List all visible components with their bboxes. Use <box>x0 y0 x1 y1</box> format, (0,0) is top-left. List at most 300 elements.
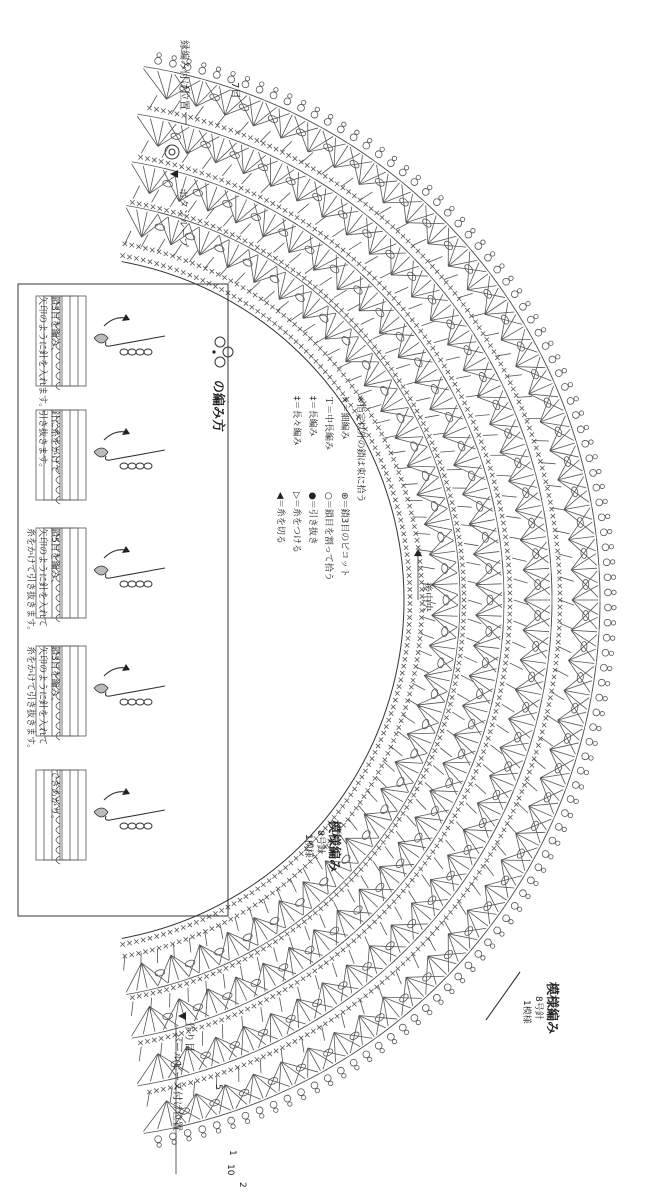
sc-stitch <box>473 320 477 324</box>
dc-stitch <box>476 604 502 615</box>
chain-icon <box>128 581 136 587</box>
sc-stitch <box>435 352 439 356</box>
sc-stitch <box>363 334 367 338</box>
chain-icon <box>144 581 152 587</box>
sc-stitch <box>350 812 354 816</box>
sc-stitch <box>423 861 427 865</box>
sc-stitch <box>324 961 328 965</box>
sc-stitch <box>123 242 127 246</box>
fan-top <box>471 250 506 296</box>
chain-mesh <box>160 1042 161 1057</box>
sc-stitch <box>151 991 155 995</box>
sc-stitch <box>499 689 503 693</box>
dc-stitch <box>489 776 508 798</box>
sc-stitch <box>148 260 152 264</box>
sc-stitch <box>505 549 509 553</box>
sc-stitch <box>226 180 230 184</box>
dc-stitch <box>196 1094 231 1111</box>
sc-stitch <box>427 434 431 438</box>
sc-stitch <box>363 862 367 866</box>
sc-stitch <box>261 883 265 887</box>
sc-stitch <box>317 1025 321 1029</box>
picot <box>455 220 462 227</box>
sc-stitch <box>554 661 558 665</box>
chain-mesh <box>376 777 386 787</box>
picot <box>589 440 593 444</box>
chain-mesh <box>220 264 230 275</box>
sc-stitch <box>264 998 268 1002</box>
chain-mesh <box>235 273 245 283</box>
sc-stitch <box>201 917 205 921</box>
picot <box>603 634 610 641</box>
chain-mesh <box>360 192 372 200</box>
dc-stitch <box>463 830 486 843</box>
legend-item: ‡＝長々編み <box>291 396 301 446</box>
sc-stitch <box>283 987 287 991</box>
dc-stitch <box>463 369 492 370</box>
dc-stitch <box>406 223 444 224</box>
picot <box>460 978 464 982</box>
sc-stitch <box>341 373 345 377</box>
sc-stitch <box>507 570 511 574</box>
dc-stitch <box>571 630 594 660</box>
sc-stitch <box>293 1039 297 1043</box>
sc-stitch <box>551 514 555 518</box>
sc-stitch <box>230 232 234 236</box>
legend-item: ×＝細編み <box>339 396 349 440</box>
sc-stitch <box>367 433 371 437</box>
chain-mesh <box>341 1013 345 1027</box>
sc-stitch <box>391 705 395 709</box>
chain-loop <box>492 789 502 801</box>
picot <box>428 185 432 189</box>
picot <box>455 973 462 980</box>
picot <box>611 575 615 579</box>
sc-stitch <box>213 175 217 179</box>
sc-stitch <box>495 493 499 497</box>
sc-stitch <box>557 619 561 623</box>
picot <box>598 514 605 521</box>
sc-stitch <box>261 141 265 145</box>
sc-stitch <box>412 671 416 675</box>
dc-stitch <box>297 999 299 1028</box>
dc-stitch <box>469 524 498 543</box>
fan-top <box>491 275 524 323</box>
chain-mesh <box>416 398 430 401</box>
chain-mesh <box>315 216 327 225</box>
sc-stitch <box>219 178 223 182</box>
chain-mesh <box>551 692 564 700</box>
sc-stitch <box>488 343 492 347</box>
dc-stitch <box>564 690 587 709</box>
dc-stitch <box>279 285 303 300</box>
sc-stitch <box>369 782 373 786</box>
dc-stitch <box>515 480 535 511</box>
sc-stitch <box>144 203 148 207</box>
dc-stitch <box>359 889 361 924</box>
sc-stitch <box>392 296 396 300</box>
sc-stitch <box>453 814 457 818</box>
dc-stitch <box>402 184 406 222</box>
sc-stitch <box>242 1063 246 1067</box>
picot <box>535 329 542 336</box>
sc-stitch <box>396 301 400 305</box>
picot <box>579 411 583 415</box>
chain-loop <box>229 150 241 159</box>
sc-stitch <box>334 303 338 307</box>
picot <box>574 397 578 401</box>
chain-icon <box>144 823 152 829</box>
chain-loop <box>406 271 417 282</box>
sc-stitch <box>229 128 233 132</box>
dc-stitch <box>150 118 157 146</box>
sc-stitch <box>241 910 245 914</box>
sc-stitch <box>230 963 234 967</box>
chain-loop <box>384 940 395 951</box>
picot <box>517 907 521 911</box>
picot <box>450 989 454 993</box>
sc-stitch <box>404 545 408 549</box>
sc-stitch <box>542 473 546 477</box>
dc-stitch <box>395 437 423 439</box>
sc-stitch <box>503 535 507 539</box>
dc-stitch <box>383 174 388 203</box>
picot <box>586 738 593 745</box>
sc-stitch <box>396 894 400 898</box>
dc-stitch <box>336 910 337 945</box>
dc-stitch <box>308 129 321 152</box>
dc-stitch <box>359 889 386 898</box>
sc-stitch <box>236 235 240 239</box>
picot <box>494 266 501 273</box>
sc-stitch <box>145 156 149 160</box>
chain-loop <box>421 718 430 729</box>
picot <box>298 104 305 111</box>
chain-mesh <box>358 390 372 395</box>
sc-stitch <box>195 1079 199 1083</box>
chain-icon <box>120 463 128 469</box>
sc-stitch <box>494 486 498 490</box>
sc-stitch <box>357 934 361 938</box>
picot <box>387 1033 394 1040</box>
sc-stitch <box>527 770 531 774</box>
dc-stitch <box>315 983 323 1019</box>
sc-stitch <box>292 873 296 877</box>
chain-loop <box>329 264 341 275</box>
dc-stitch <box>143 166 149 194</box>
picot <box>355 1066 359 1070</box>
sc-stitch <box>460 563 464 567</box>
picot <box>593 484 600 491</box>
chain-mesh <box>332 963 337 977</box>
chain-mesh <box>334 290 347 298</box>
sc-stitch <box>462 584 466 588</box>
sc-stitch <box>545 486 549 490</box>
chain-loop <box>487 595 493 605</box>
chain-mesh <box>264 291 275 300</box>
picot <box>399 1024 406 1031</box>
chain-mesh <box>396 970 402 984</box>
sc-stitch <box>164 252 168 256</box>
sc-stitch <box>136 951 140 955</box>
sc-stitch <box>454 521 458 525</box>
picot <box>590 469 597 476</box>
picot <box>520 303 527 310</box>
chain-mesh <box>220 925 223 939</box>
sc-stitch <box>490 473 494 477</box>
chain-loop <box>522 702 530 713</box>
sc-stitch <box>499 362 503 366</box>
pearl-bead-position-label: パールビーズ付け位置 <box>171 1032 182 1131</box>
dc-stitch <box>381 789 403 802</box>
sc-stitch <box>335 952 339 956</box>
sc-stitch <box>319 364 323 368</box>
chain-mesh <box>464 657 477 663</box>
sc-stitch <box>323 174 327 178</box>
sc-stitch <box>556 640 560 644</box>
dc-stitch <box>334 1033 336 1063</box>
sc-stitch <box>154 1088 158 1092</box>
sc-stitch <box>405 805 409 809</box>
sc-stitch <box>411 517 415 521</box>
chain-loop <box>504 428 513 439</box>
sc-stitch <box>452 507 456 511</box>
dc-stitch <box>297 186 322 201</box>
chain-mesh <box>348 304 361 311</box>
sc-stitch <box>268 144 272 148</box>
sc-stitch <box>379 432 383 436</box>
sc-stitch <box>435 269 439 273</box>
picot <box>245 1119 249 1123</box>
sc-stitch <box>425 259 429 263</box>
dc-stitch <box>367 218 370 254</box>
dc-stitch <box>430 315 459 320</box>
sc-stitch <box>407 504 411 508</box>
chain-mesh <box>239 122 249 133</box>
picot <box>608 529 612 533</box>
sc-stitch <box>492 349 496 353</box>
dc-stitch <box>463 358 486 371</box>
sc-stitch <box>553 528 557 532</box>
chain-mesh <box>391 451 405 453</box>
sc-stitch <box>448 910 452 914</box>
sc-stitch <box>244 894 248 898</box>
fabric-row <box>60 410 86 500</box>
picot <box>598 679 605 686</box>
sc-stitch <box>270 305 274 309</box>
sc-stitch <box>273 256 277 260</box>
chain-mesh <box>466 562 480 565</box>
sc-stitch <box>369 206 373 210</box>
dc-stitch <box>381 398 403 411</box>
dc-stitch <box>225 101 261 116</box>
sc-stitch <box>217 227 221 231</box>
picot <box>399 169 406 176</box>
chain-mesh <box>257 957 260 971</box>
picot <box>256 1107 263 1114</box>
sc-stitch <box>410 318 414 322</box>
chain-mesh <box>385 348 399 353</box>
sc-stitch <box>499 834 503 838</box>
chain-mesh <box>517 803 528 813</box>
dc-stitch <box>463 335 472 370</box>
sc-stitch <box>247 289 251 293</box>
arrow-icon <box>104 318 126 326</box>
chain-mesh <box>502 496 517 497</box>
chain-mesh <box>367 405 381 409</box>
sc-stitch <box>267 878 271 882</box>
picot <box>301 1095 305 1099</box>
chain-loop <box>294 897 306 908</box>
dc-stitch <box>158 1101 167 1129</box>
chain-mesh <box>205 257 214 268</box>
sc-stitch <box>416 947 420 951</box>
sc-stitch <box>381 731 385 735</box>
sc-stitch <box>459 647 463 651</box>
sc-stitch <box>450 500 454 504</box>
sc-stitch <box>332 380 336 384</box>
sc-stitch <box>417 643 421 647</box>
howto-step-text: 鎖3目を編み、 <box>49 296 59 357</box>
dc-stitch <box>415 383 449 390</box>
sc-stitch <box>352 939 356 943</box>
dc-stitch <box>432 615 457 627</box>
picot <box>604 574 611 581</box>
dc-stitch <box>297 179 310 201</box>
sc-stitch <box>448 494 452 498</box>
chain-mesh <box>338 362 351 368</box>
sc-stitch <box>332 815 336 819</box>
sc-stitch <box>277 991 281 995</box>
sc-stitch <box>418 636 422 640</box>
picot <box>213 1122 220 1129</box>
sc-stitch <box>393 698 397 702</box>
dc-stitch <box>476 585 502 596</box>
dc-stitch <box>208 989 228 1009</box>
sc-stitch <box>484 453 488 457</box>
dc-stitch <box>426 956 428 994</box>
sc-stitch <box>390 971 394 975</box>
sc-stitch <box>151 205 155 209</box>
picot <box>187 1137 191 1141</box>
sc-stitch <box>555 654 559 658</box>
chain-icon <box>128 463 136 469</box>
sc-stitch <box>450 695 454 699</box>
picot <box>256 86 263 93</box>
sc-stitch <box>150 948 154 952</box>
sc-stitch <box>130 243 134 247</box>
sc-stitch <box>415 538 419 542</box>
dc-stitch <box>346 965 382 969</box>
picot <box>404 1030 408 1034</box>
howto-step-text: 鎖3目を編み、 <box>49 646 59 707</box>
chain-loop <box>361 829 372 841</box>
sc-stitch <box>435 454 439 458</box>
dc-stitch <box>289 238 313 253</box>
dc-stitch <box>429 646 455 649</box>
picot <box>597 469 601 473</box>
sc-stitch <box>448 286 452 290</box>
sc-stitch <box>401 307 405 311</box>
picot <box>242 81 249 88</box>
sc-stitch <box>120 942 124 946</box>
chain-mesh <box>315 857 322 870</box>
sc-stitch <box>216 923 220 927</box>
sc-stitch <box>442 832 446 836</box>
picot <box>593 455 597 459</box>
sc-stitch <box>407 692 411 696</box>
sc-stitch <box>554 535 558 539</box>
sc-stitch <box>435 926 439 930</box>
sc-stitch <box>285 264 289 268</box>
sc-stitch <box>308 859 312 863</box>
chain-mesh <box>412 683 425 690</box>
chain-mesh <box>472 883 481 895</box>
sc-stitch <box>239 186 243 190</box>
fabric-row <box>60 770 86 860</box>
dc-stitch <box>564 510 594 534</box>
hook-icon <box>106 450 166 460</box>
sc-stitch <box>373 445 377 449</box>
sc-stitch <box>295 215 299 219</box>
sc-stitch <box>307 973 311 977</box>
dc-stitch <box>402 977 406 1015</box>
sc-stitch <box>427 762 431 766</box>
dc-stitch <box>477 397 506 398</box>
picot <box>541 328 545 332</box>
sc-stitch <box>433 447 437 451</box>
sc-stitch <box>178 984 182 988</box>
sc-stitch <box>477 433 481 437</box>
chain-mesh <box>483 435 498 436</box>
sc-stitch <box>391 738 395 742</box>
dc-stitch <box>263 208 265 236</box>
sc-stitch <box>144 993 148 997</box>
sc-stitch <box>197 264 201 268</box>
sc-stitch <box>397 725 401 729</box>
sc-stitch <box>188 273 192 277</box>
sc-stitch <box>386 444 390 448</box>
sc-stitch <box>159 159 163 163</box>
dc-stitch <box>297 193 333 201</box>
foundation-arc <box>122 262 404 939</box>
sc-stitch <box>289 212 293 216</box>
picot <box>315 1088 319 1092</box>
fabric-row <box>60 296 86 386</box>
sc-stitch <box>323 1022 327 1026</box>
dc-stitch <box>564 690 590 695</box>
dc-stitch <box>369 946 406 947</box>
sc-stitch <box>393 373 397 377</box>
sc-stitch <box>161 263 165 267</box>
sc-stitch <box>397 379 401 383</box>
sc-stitch <box>492 480 496 484</box>
pattern-label-b <box>486 972 560 1034</box>
sc-stitch <box>360 775 364 779</box>
dc-stitch <box>428 953 466 956</box>
sc-stitch <box>381 840 385 844</box>
chain-mesh <box>507 375 522 377</box>
dc-stitch <box>571 630 597 632</box>
picot <box>274 1108 278 1112</box>
chain-mesh <box>456 376 470 379</box>
chain-mesh <box>496 354 511 356</box>
fabric-loop <box>56 476 60 484</box>
chain-mesh <box>475 415 490 416</box>
howto-step-text: 針に糸をかけて <box>49 410 59 474</box>
chain-mesh <box>506 684 519 691</box>
sc-stitch <box>444 480 448 484</box>
